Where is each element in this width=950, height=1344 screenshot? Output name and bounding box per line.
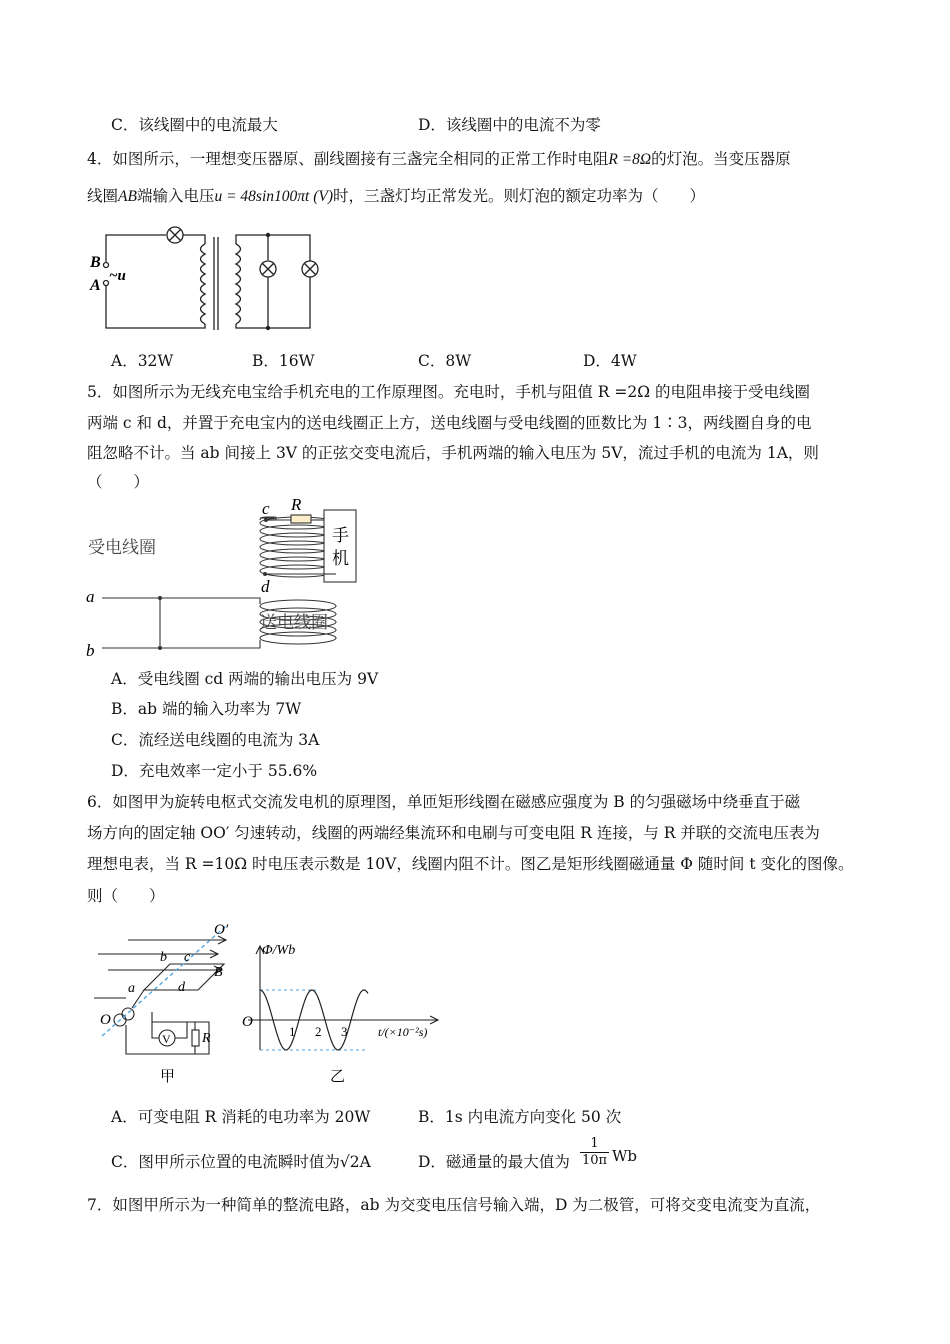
q6-option-c-value: √2A	[339, 1153, 371, 1171]
q3-option-d: D．该线圈中的电流不为零	[418, 116, 601, 134]
q5-terminal-a: a	[86, 587, 95, 606]
q5-phone-label-2: 机	[332, 549, 349, 569]
q6-generator-figure	[94, 918, 244, 1088]
q6-field-b: B	[214, 965, 223, 980]
q5-wireless-charging-figure	[84, 496, 384, 662]
q5-terminal-d: d	[261, 577, 270, 596]
q6-figure-yi-caption: 乙	[330, 1067, 346, 1085]
q6-option-a: A．可变电阻 R 消耗的电功率为 20W	[111, 1108, 371, 1126]
q6-option-b: B．1s 内电流方向变化 50 次	[418, 1108, 622, 1126]
q5-option-b: B．ab 端的输入功率为 7W	[111, 700, 302, 718]
q5-option-a: A．受电线圈 cd 两端的输出电压为 9V	[111, 670, 379, 688]
q5-option-c: C．流经送电线圈的电流为 3A	[111, 731, 320, 749]
q4-option-c: C．8W	[418, 352, 472, 370]
q3-option-c: C．该线圈中的电流最大	[111, 116, 278, 134]
q5-phone-label-1: 手	[332, 526, 349, 546]
q5-stem-line1: 5．如图所示为无线充电宝给手机充电的工作原理图。充电时，手机与阻值 R =2Ω 的电阻串接于受电线圈	[87, 383, 811, 401]
q4-transformer-figure	[84, 222, 344, 334]
q6-axis-o: O	[100, 1012, 111, 1028]
q4-option-a: A．32W	[111, 352, 174, 370]
q6-option-d: D．磁通量的最大值为	[418, 1153, 570, 1171]
q4-terminal-b: B	[90, 254, 101, 271]
q5-option-d: D．充电效率一定小于 55.6%	[111, 762, 318, 780]
q6-graph-tick-1: 1	[289, 1024, 296, 1039]
q6-graph-ylabel: Φ/Wb	[262, 943, 296, 958]
q5-terminal-b: b	[86, 641, 95, 660]
q6-coil-b: b	[160, 950, 167, 965]
q7-stem-line1: 7．如图甲所示为一种简单的整流电路，ab 为交变电压信号输入端，D 为二极管，可将交变电流变为直流，	[87, 1196, 821, 1214]
q6-stem-line4: 则（ ）	[87, 887, 165, 905]
q6-graph-tick-2: 2	[315, 1024, 322, 1039]
q6-stem-line1: 6．如图甲为旋转电枢式交流发电机的原理图，单匝矩形线圈在磁感应强度为 B 的匀强磁场中绕垂直于磁	[87, 793, 801, 811]
q4-stem-line2: 线圈AB端输入电压u = 48sin100πt (V)时，三盏灯均正常发光。则灯泡的额定功率为（ ）	[87, 187, 706, 205]
q4-input-voltage-label: ~u	[109, 268, 126, 284]
q4-voltage-formula: u = 48sin100πt (V)	[214, 188, 334, 205]
q6-voltmeter-label: V	[162, 1032, 171, 1046]
q6-stem-line3: 理想电表，当 R =10Ω 时电压表示数是 10V，线圈内阻不计。图乙是矩形线圈磁通量 Φ 随时间 t 变化的图像。	[87, 855, 854, 873]
q6-axis-o-prime: O′	[214, 922, 229, 938]
q6-option-d-fraction	[580, 1136, 609, 1169]
q6-stem-line2: 场方向的固定轴 OO′ 匀速转动，线圈的两端经集流环和电刷与可变电阻 R 连接，与 R 并联的交流电压表为	[87, 824, 820, 842]
q4-option-b: B．16W	[252, 352, 315, 370]
q4-option-d: D．4W	[583, 352, 637, 370]
q6-graph-tick-3: 3	[341, 1024, 348, 1039]
q5-stem-line4: （ ）	[87, 473, 150, 491]
q6-graph-origin: O	[242, 1014, 253, 1030]
q6-figure-jia-caption: 甲	[160, 1067, 176, 1085]
q6-coil-c: c	[184, 950, 191, 965]
q6-fraction-denominator: 10π	[582, 1153, 608, 1168]
q5-stem-line2: 两端 c 和 d，并置于充电宝内的送电线圈正上方，送电线圈与受电线圈的匝数比为 1∶3，两线圈自身的电	[87, 414, 812, 432]
q6-graph-xlabel: t/(×10⁻²s)	[378, 1025, 428, 1039]
q6-option-c: C．图甲所示位置的电流瞬时值为√2A	[111, 1153, 371, 1171]
q5-sending-coil-label: 送电线圈	[260, 613, 328, 633]
q5-stem-line3: 阻忽略不计。当 ab 间接上 3V 的正弦交变电流后，手机两端的输入电压为 5V，流过手机的电流为 1A，则	[87, 444, 819, 462]
q5-resistor-r: R	[291, 496, 302, 514]
q4-stem-line1: 4．如图所示，一理想变压器原、副线圈接有三盏完全相同的正常工作时电阻R =8Ω的灯泡。当变压器原	[87, 150, 791, 168]
q4-resistance-formula: R =8Ω	[608, 151, 652, 168]
q4-terminal-a: A	[90, 277, 101, 294]
q6-coil-a: a	[128, 981, 135, 996]
q6-resistor-r: R	[202, 1031, 211, 1046]
q5-terminal-c: c	[262, 499, 270, 518]
q6-option-d-unit: Wb	[612, 1147, 638, 1165]
q5-receiving-coil-label: 受电线圈	[88, 538, 156, 558]
q6-fraction-numerator: 1	[590, 1136, 599, 1151]
q6-coil-d: d	[178, 980, 185, 995]
q6-flux-graph	[238, 940, 448, 1088]
